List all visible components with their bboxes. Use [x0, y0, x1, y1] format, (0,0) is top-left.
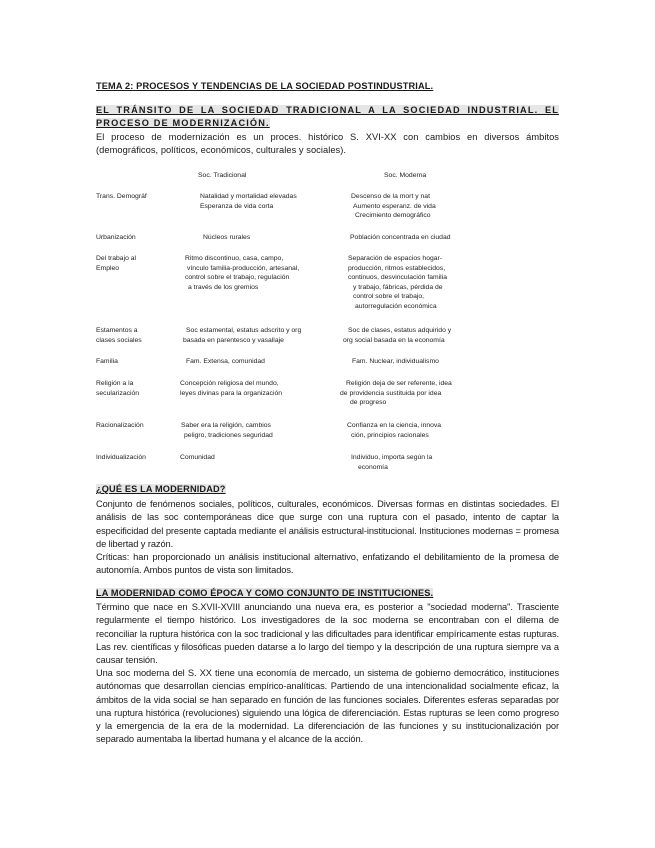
- row-mod-cell: Confianza en la ciencia, innova ción, principios racionales: [347, 422, 442, 439]
- paragraph-criticisms: Críticas: han proporcionado un análisis institucional alternativo, enfatizando el debilitamiento de la promesa de autonomía. Ambos puntos de vista son limitados.: [96, 552, 559, 576]
- paragraph-term-origin: Término que nace en S.XVII-XVIII anunciando una nueva era, es posterior a "sociedad moderna". Trasciente regularmente el tiempo histórico. Los investigadores de la soc moderna se encontraban con el dilema de reconciliar la ruptura histórica con la soc tradicional y las dificultades para identificar empíricamente estas rupturas. Las rev. científicas y filosóficas pueden datarse a lo largo del tiempo y la descripción de una ruptura siempre va a causar tensión.: [96, 602, 559, 666]
- paragraph-modernity-definition: Conjunto de fenómenos sociales, políticos, culturales, económicos. Diversas formas en distintas sociedades. El análisis de las soc contemporáneas dice que surge con una ruptura con el pasado, intento de captar la especificidad del presente captada mediante el análisis estructural-institucional. Instituciones modernas = promesa de libertad y razón.: [96, 499, 559, 549]
- topic-heading: TEMA 2: PROCESOS Y TENDENCIAS DE LA SOCIEDAD POSTINDUSTRIAL.: [96, 81, 434, 91]
- row-label: Religión a la secularización: [96, 380, 140, 397]
- row-trad-cell: Natalidad y mortalidad elevadas Esperanza de vida corta: [200, 193, 297, 210]
- row-label: Familia: [96, 358, 118, 365]
- row-mod-cell: Fam. Nuclear, individualismo: [352, 358, 439, 365]
- section-heading-modernity: ¿QUÉ ES LA MODERNIDAD?: [96, 484, 226, 494]
- row-mod-cell: Población concentrada en ciudad: [350, 234, 451, 241]
- row-trad-cell: Soc estamental, estatus adscrito y org basada en parentesco y vasallaje: [183, 327, 302, 344]
- row-mod-cell: Religión deja de ser referente, idea de providencia sustituida por idea de progreso: [340, 380, 452, 407]
- row-trad-cell: Concepción religiosa del mundo, leyes divinas para la organización: [180, 380, 283, 397]
- row-trad-cell: Saber era la religión, cambios peligro, tradiciones seguridad: [181, 422, 273, 439]
- row-label: Trans. Demográf: [96, 193, 147, 200]
- row-mod-cell: Descenso de la mort y nat Aumento esperanz. de vida Crecimiento demográfico: [351, 193, 436, 220]
- row-trad-cell: Ritmo discontinuo, casa, campo, vínculo familia-producción, artesanal, control sobre el trabajo, regulación a través de los gremios: [185, 255, 300, 291]
- row-mod-cell: Soc de clases, estatus adquirido y org social basada en la economía: [343, 327, 452, 344]
- row-trad-cell: Comunidad: [180, 454, 215, 461]
- section-heading-modernization: EL TRÁNSITO DE LA SOCIEDAD TRADICIONAL A LA SOCIEDAD INDUSTRIAL. EL PROCESO DE MODERNIZACIÓN.: [96, 105, 559, 128]
- row-mod-cell: Separación de espacios hogar- producción, ritmos establecidos, continuos, desvinculación familia y trabajo, fábricas, pérdida de control sobre el trabajo, autorregulación económica: [348, 255, 447, 310]
- row-label: Estamentos a clases sociales: [96, 327, 142, 344]
- column-header-traditional: Soc. Tradicional: [198, 172, 247, 179]
- row-trad-cell: Núcleos rurales: [203, 234, 251, 241]
- row-trad-cell: Fam. Extensa, comunidad: [186, 358, 265, 365]
- column-header-modern: Soc. Moderna: [384, 172, 427, 179]
- section-heading-era-institutions: LA MODERNIDAD COMO ÉPOCA Y COMO CONJUNTO DE INSTITUCIONES.: [96, 588, 434, 598]
- row-label: Individualización: [96, 454, 146, 461]
- intro-paragraph: El proceso de modernización es un proces. histórico S. XVI-XX con cambios en diversos ámbitos (demográficos, políticos, económicos, culturales y sociales).: [96, 132, 559, 156]
- row-label: Racionalización: [96, 422, 144, 429]
- row-label: Del trabajo al Empleo: [96, 255, 137, 272]
- paragraph-modern-society: Una soc moderna del S. XX tiene una economía de mercado, un sistema de gobierno democrático, instituciones autónomas que desarrollan ciencias empírico-analíticas. Partiendo de una intencionalidad socialmente eficaz, la ámbitos de la vida social se han separado en función de las funciones sociales. Diferentes esferas separadas por una ruptura histórica (revoluciones) siguiendo una lógica de diferenciación. Estas rupturas se leen como progreso y la emergencia de la era de la modernidad. La diferenciación de las funciones y su institucionalización por separado aumentaba la libertad humana y el alcance de la acción.: [96, 668, 559, 745]
- row-mod-cell: Individuo, importa según la economía: [351, 454, 433, 471]
- row-label: Urbanización: [96, 234, 136, 241]
